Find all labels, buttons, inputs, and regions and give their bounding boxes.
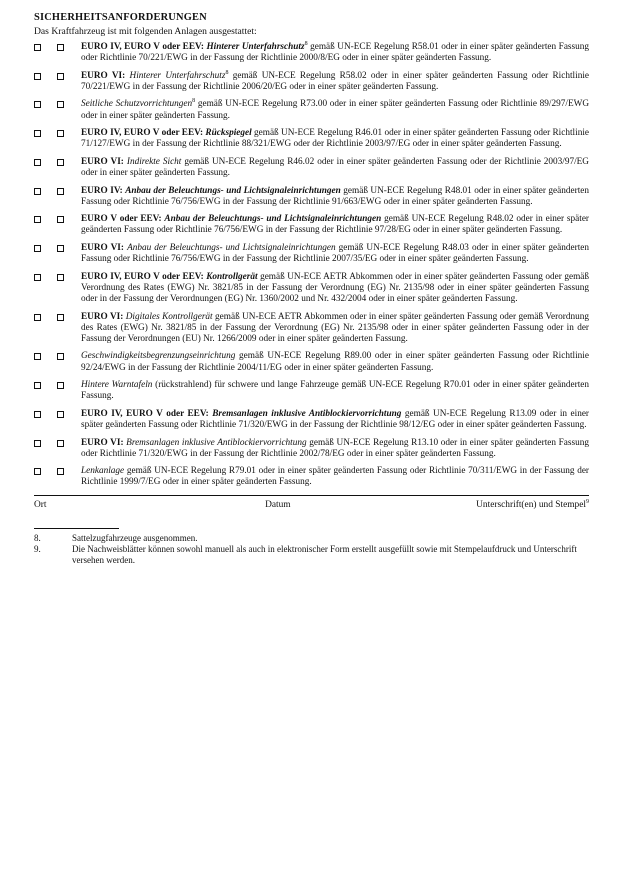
requirement-text-part: gemäß UN-ECE Regelung R89.00 oder in einer später geänderten Fassung oder Richtlinie 92/24/EWG in der Fassung der Richtlinie 2004/11/EG oder in einer später geänderten Fassung. [81,351,589,373]
checkbox-column-2[interactable] [57,440,64,447]
requirement-item-5 [34,157,589,179]
requirement-text-part: Geschwindigkeitsbegrenzungseinrichtung [81,351,236,362]
section-heading: SICHERHEITSANFORDERUNGEN [34,12,207,23]
requirement-text-part: gemäß UN-ECE Regelung R13.10 oder in einer später geänderten Fassung oder Richtlinie 71/320/EWG in der Fassung der Richtlinie 2002/78/EG oder in einer später geänderten Fassung. [81,437,589,459]
requirement-text-part: (rückstrahlend) für schwere und lange Fahrzeuge gemäß UN-ECE Regelung R70.01 oder in einer später geänderten Fassung. [81,380,589,402]
footnote-text: Sattelzugfahrzeuge ausgenommen. [72,532,198,543]
document-page [34,12,589,565]
requirement-text-part: gemäß UN-ECE Regelung R48.01 oder in einer später geänderten Fassung oder Richtlinie 76/756/EWG in der Fassung der Richtlinie 91/663/EWG oder in einer später geänderten Fassung. [81,185,589,207]
checkbox-column-2[interactable] [57,73,64,80]
signature-label-text: Unterschrift(en) und Stempel [476,499,586,510]
date-label: Datum [265,499,291,510]
footnote-8 [34,533,589,544]
requirement-item-1 [34,42,589,64]
requirement-text [81,380,589,402]
requirement-text-part: Indirekte Sicht [126,156,182,167]
requirement-text-part: EURO IV, EURO V oder EEV: [81,408,213,419]
requirement-text-part: EURO VI: [81,70,130,81]
checkbox-column-1[interactable] [34,44,41,51]
requirement-text [81,312,589,346]
requirement-text-part: Hintere Warntafeln [81,380,153,391]
checkbox-column-2[interactable] [57,101,64,108]
requirement-text [81,466,589,488]
checkbox-column-1[interactable] [34,130,41,137]
checkbox-column-1[interactable] [34,382,41,389]
requirement-text-part: EURO IV, EURO V oder EEV: [81,128,206,139]
requirement-text-part: gemäß UN-ECE Regelung R58.02 oder in einer später geänderten Fassung oder Richtlinie 70/221/EWG in der Fassung der Richtlinie 2006/20/EG oder in einer später geänderten Fassung. [81,70,589,92]
requirement-item-6 [34,186,589,208]
requirement-text-part: EURO V oder EEV: [81,214,165,225]
footnote-ref: 8 [304,40,308,47]
requirement-text-part: EURO VI: [81,311,126,322]
checkbox-column-2[interactable] [57,314,64,321]
requirement-text-part: Anbau der Beleuchtungs- und Lichtsignaleinrichtungen [164,214,382,225]
requirement-text [81,409,589,431]
footnote-number: 9. [34,543,41,554]
requirement-item-7 [34,214,589,236]
requirement-text [81,351,589,373]
requirement-item-15 [34,466,589,488]
requirement-text-part: EURO VI: [81,156,127,167]
checkbox-column-1[interactable] [34,314,41,321]
checkbox-column-1[interactable] [34,73,41,80]
checkbox-column-1[interactable] [34,159,41,166]
requirement-text [81,272,589,306]
requirement-text-part: EURO IV, EURO V oder EEV: [81,42,207,52]
requirement-text-part: gemäß UN-ECE AETR Abkommen oder in einer später geänderten Fassung oder gemäß Verordnung des Rates (EWG) Nr. 3821/85 in der Fassung der Verordnung (EG) Nr. 2135/98 oder in einer später geänderten Fassung oder in der Fassung der Verordnungen (EG) Nr. 1360/2002 und Nr. 432/2004 oder in einer später geänderten Fassung. [81,271,589,305]
signature-label [476,500,589,510]
requirement-text-part: gemäß UN-ECE Regelung R79.01 oder in einer später geänderten Fassung oder Richtlinie 70/311/EWG in der Fassung der Richtlinie 1999/7/EG oder in einer später geänderten Fassung. [81,466,589,488]
requirement-text-part: gemäß UN-ECE Regelung R48.03 oder in einer später geänderten Fassung oder Richtlinie 76/756/EWG in der Fassung der Richtlinie 2007/35/EG oder in einer später geänderten Fassung. [81,242,589,265]
checkbox-column-1[interactable] [34,440,41,447]
checkbox-column-2[interactable] [57,274,64,281]
requirement-text-part: Anbau der Beleuchtungs- und Lichtsignaleinrichtungen [127,242,336,253]
checkbox-column-2[interactable] [57,216,64,223]
intro-text: Das Kraftfahrzeug ist mit folgenden Anlagen ausgestattet: [34,26,257,37]
requirement-text [81,128,589,150]
checkbox-column-2[interactable] [57,130,64,137]
requirement-text-part: Kontrollgerät [206,271,258,282]
footnote-text: Die Nachweisblätter können sowohl manuell als auch in elektronischer Form erstellt ausgefüllt sowie mit Stempelaufdruck und Unterschrift versehen werden. [72,543,577,565]
checkbox-column-2[interactable] [57,44,64,51]
requirement-text-part: gemäß UN-ECE Regelung R46.01 oder in einer später geänderten Fassung oder Richtlinie 71/127/EWG in der Fassung der Richtlinie 88/321/EWG oder der Richtlinie 2003/97/EG oder in einer später geänderten Fassung. [81,128,589,150]
checkbox-column-1[interactable] [34,468,41,475]
requirement-item-14 [34,438,589,460]
requirement-text-part: gemäß UN-ECE AETR Abkommen oder in einer später geänderten Fassung oder gemäß Verordnung des Rates (EWG) Nr. 3821/85 in der Fassung der Verordnung (EG) Nr. 2135/98 oder in einer später geänderten Fassung oder in der Fassung der Verordnungen (EU) Nr. 1266/2009 oder in einer später geänderten Fassung. [81,311,590,344]
requirement-text-part: Seitliche Schutzvorrichtungen [81,99,193,110]
checkbox-column-2[interactable] [57,382,64,389]
requirement-item-2 [34,71,589,93]
footnote-9 [34,544,589,566]
requirement-item-9 [34,272,589,306]
checkbox-column-1[interactable] [34,245,41,252]
requirement-text-part: Bremsanlagen inklusive Antiblockiervorrichtung [126,437,307,448]
checkbox-column-1[interactable] [34,353,41,360]
requirement-text [81,186,589,208]
requirement-item-4 [34,128,589,150]
checkbox-column-2[interactable] [57,411,64,418]
requirement-text-part: gemäß UN-ECE Regelung R48.02 oder in einer später geänderten Fassung oder Richtlinie 76/756/EWG in der Fassung der Richtlinie 97/28/EG oder in einer später geänderten Fassung. [81,214,590,236]
requirement-text-part: EURO VI: [81,242,128,253]
checkbox-column-2[interactable] [57,468,64,475]
footnote-number: 8. [34,532,41,543]
requirement-text-part: EURO IV: [81,185,126,196]
signature-row [34,500,589,510]
requirement-text-part: gemäß UN-ECE Regelung R46.02 oder in einer später geänderten Fassung oder der Richtlinie 2003/97/EG oder in einer später geänderten Fassung. [81,156,589,179]
requirement-text-part: EURO VI: [81,437,127,448]
checkbox-column-2[interactable] [57,188,64,195]
requirement-item-12 [34,380,589,402]
checkbox-column-1[interactable] [34,188,41,195]
checkbox-column-2[interactable] [57,353,64,360]
requirement-text [81,157,589,179]
requirement-text [81,438,589,460]
requirement-text-part: Hinterer Unterfahrschutz [129,70,226,81]
requirement-text-part: Lenkanlage [81,466,125,477]
place-label: Ort [34,499,47,510]
signature-footnote-ref: 9 [586,498,589,505]
requirement-text-part: gemäß UN-ECE Regelung R73.00 oder in einer später geänderten Fassung oder Richtlinie 89/297/EWG oder in einer später geänderten Fassung. [81,99,590,121]
checkbox-column-2[interactable] [57,159,64,166]
requirement-item-13 [34,409,589,431]
signature-rule [34,495,589,496]
requirement-text-part: Bremsanlagen inklusive Antiblockiervorrichtung [212,408,402,419]
requirement-text-part: Rückspiegel [205,128,252,139]
requirement-text [81,42,589,64]
requirement-item-11 [34,351,589,373]
checkbox-column-1[interactable] [34,411,41,418]
requirement-text [81,243,589,265]
checkbox-column-1[interactable] [34,101,41,108]
requirement-item-8 [34,243,589,265]
requirement-item-3 [34,99,589,121]
requirement-item-10 [34,312,589,346]
requirement-text-part: Digitales Kontrollgerät [125,311,213,322]
requirement-text-part: gemäß UN-ECE Regelung R58.01 oder in einer später geänderten Fassung oder Richtlinie 70/221/EWG in der Fassung der Richtlinie 2000/8/EG oder in einer später geänderten Fassung. [81,42,589,64]
requirement-text [81,71,589,93]
checkbox-column-2[interactable] [57,245,64,252]
requirement-text-part: Hinterer Unterfahrschutz [206,42,305,52]
footnote-ref: 8 [225,69,229,76]
checkbox-column-1[interactable] [34,274,41,281]
requirement-text [81,99,589,121]
requirement-text [81,214,589,236]
requirement-text-part: EURO IV, EURO V oder EEV: [81,271,207,282]
requirement-text-part: gemäß UN-ECE Regelung R13.09 oder in einer später geänderten Fassung oder Richtlinie 71/320/EWG in der Fassung der Richtlinie 98/12/EG oder in einer später geänderten Fassung. [81,408,590,431]
footnote-rule [34,528,119,529]
requirement-text-part: Anbau der Beleuchtungs- und Lichtsignaleinrichtungen [125,185,341,196]
requirements-list [34,42,589,489]
footnote-ref: 8 [192,98,196,105]
checkbox-column-1[interactable] [34,216,41,223]
